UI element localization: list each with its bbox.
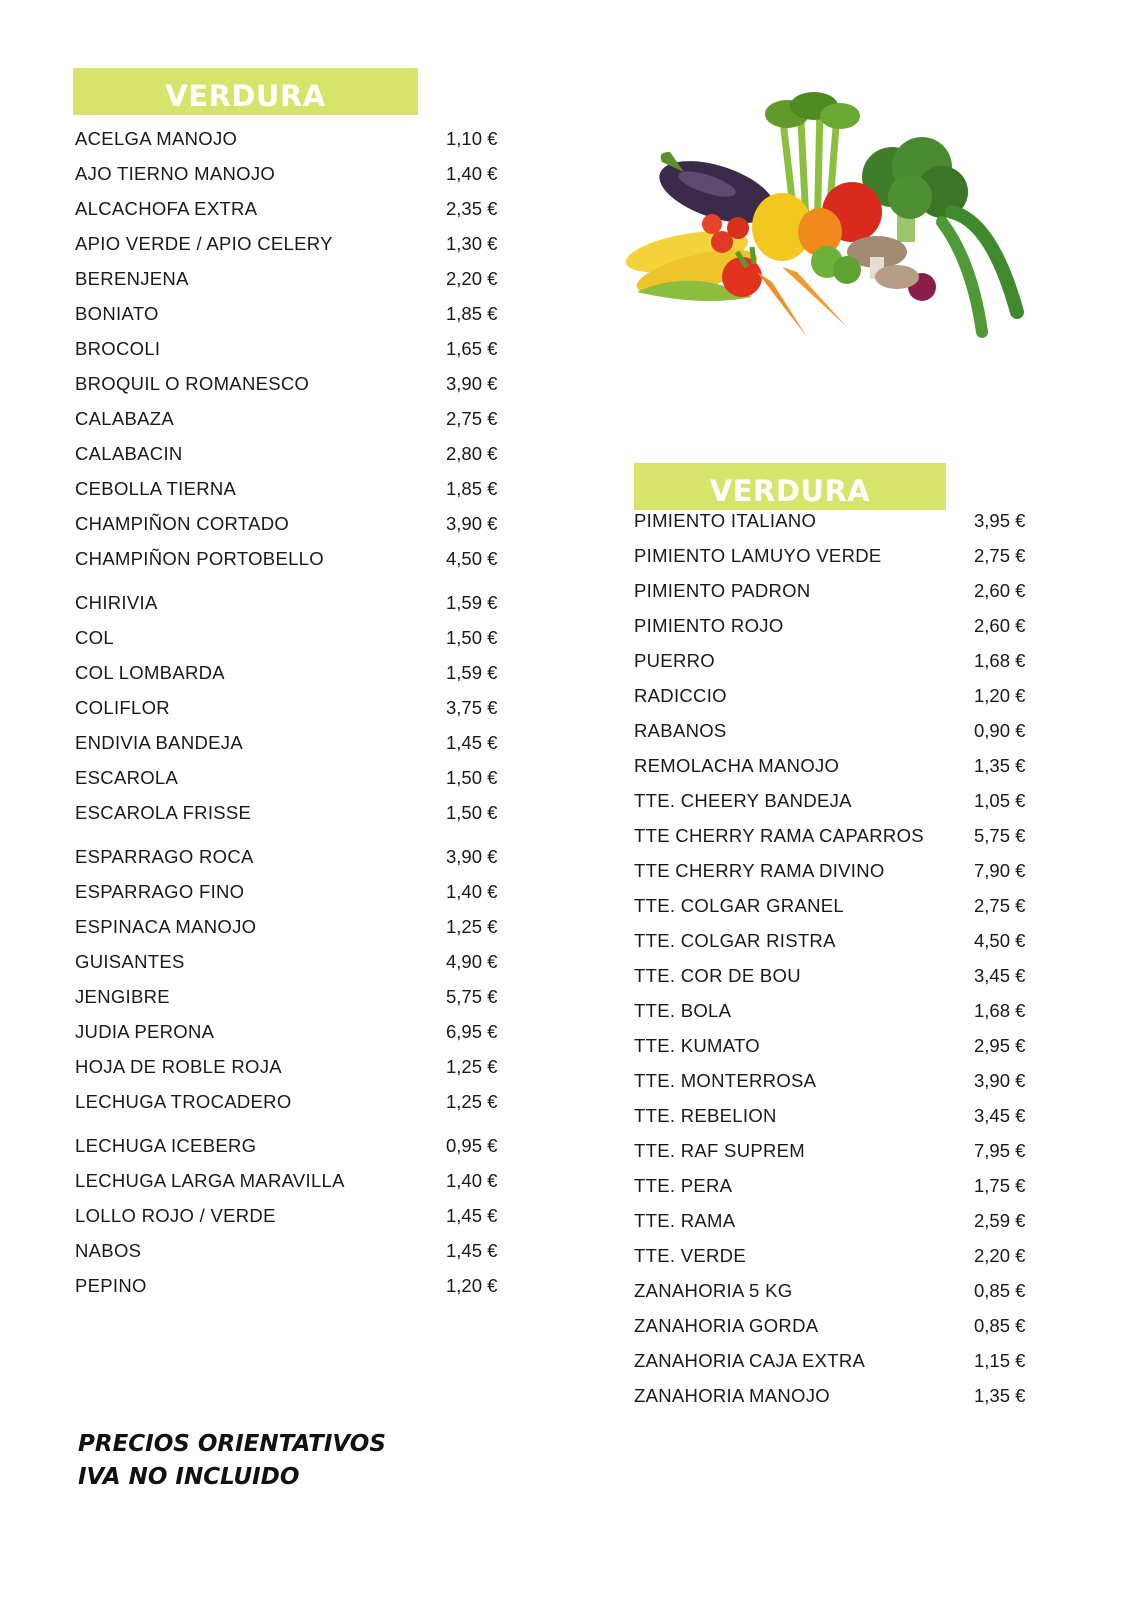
item-name: CEBOLLA TIERNA (75, 478, 237, 499)
item-name: RABANOS (634, 720, 727, 741)
price-row (75, 439, 505, 469)
item-name: LECHUGA ICEBERG (75, 1135, 257, 1156)
item-name: BROQUIL O ROMANESCO (75, 373, 310, 394)
price-row (75, 1087, 505, 1117)
item-name: TTE. KUMATO (634, 1035, 760, 1056)
price-row (75, 369, 505, 399)
item-name: CHIRIVIA (75, 592, 158, 613)
item-name: TTE. VERDE (634, 1245, 746, 1266)
item-price: 0,85 € (974, 1315, 1026, 1336)
item-price: 2,75 € (446, 408, 498, 429)
item-price: 4,50 € (974, 930, 1026, 951)
item-name: ESPINACA MANOJO (75, 916, 257, 937)
item-price: 5,75 € (446, 986, 498, 1007)
item-name: COL (75, 627, 114, 648)
price-row (75, 1166, 505, 1196)
item-price: 3,90 € (974, 1070, 1026, 1091)
price-row (75, 334, 505, 364)
item-price: 1,20 € (974, 685, 1026, 706)
item-name: TTE. BOLA (634, 1000, 732, 1021)
price-row (75, 544, 505, 574)
price-row (75, 912, 505, 942)
item-name: COLIFLOR (75, 697, 170, 718)
item-price: 2,60 € (974, 580, 1026, 601)
item-price: 3,75 € (446, 697, 498, 718)
price-row (75, 229, 505, 259)
item-name: TTE. REBELION (634, 1105, 777, 1126)
item-name: JUDIA PERONA (75, 1021, 215, 1042)
item-price: 1,25 € (446, 916, 498, 937)
price-row (634, 1381, 1034, 1411)
price-row (634, 1241, 1034, 1271)
item-price: 1,30 € (446, 233, 498, 254)
left-section-header: VERDURA (73, 68, 418, 115)
item-price: 2,60 € (974, 615, 1026, 636)
price-row (634, 751, 1034, 781)
price-row (75, 1052, 505, 1082)
item-price: 3,90 € (446, 513, 498, 534)
item-price: 2,20 € (446, 268, 498, 289)
price-row (75, 299, 505, 329)
item-price: 2,95 € (974, 1035, 1026, 1056)
item-price: 7,90 € (974, 860, 1026, 881)
price-row (634, 821, 1034, 851)
item-name: PIMIENTO PADRON (634, 580, 811, 601)
item-price: 1,45 € (446, 732, 498, 753)
item-name: TTE CHERRY RAMA CAPARROS (634, 825, 924, 846)
item-price: 1,20 € (446, 1275, 498, 1296)
price-row (634, 856, 1034, 886)
price-row (634, 961, 1034, 991)
price-row (634, 541, 1034, 571)
price-row (75, 159, 505, 189)
price-row (634, 1206, 1034, 1236)
item-name: JENGIBRE (75, 986, 170, 1007)
item-name: COL LOMBARDA (75, 662, 225, 683)
item-name: CHAMPIÑON CORTADO (75, 513, 290, 534)
item-name: CHAMPIÑON PORTOBELLO (75, 548, 324, 569)
item-price: 1,35 € (974, 1385, 1026, 1406)
item-price: 1,59 € (446, 662, 498, 683)
item-name: LECHUGA TROCADERO (75, 1091, 292, 1112)
price-row (634, 716, 1034, 746)
item-name: ACELGA MANOJO (75, 128, 238, 149)
item-price: 2,35 € (446, 198, 498, 219)
price-row (75, 982, 505, 1012)
price-row (75, 588, 505, 618)
price-row (634, 1276, 1034, 1306)
item-name: PUERRO (634, 650, 715, 671)
item-name: RADICCIO (634, 685, 727, 706)
beetroot-illustration (908, 212, 1017, 332)
price-row (75, 623, 505, 653)
price-row (75, 194, 505, 224)
price-row (634, 891, 1034, 921)
item-price: 1,50 € (446, 627, 498, 648)
item-price: 4,90 € (446, 951, 498, 972)
item-name: TTE. MONTERROSA (634, 1070, 817, 1091)
price-row (75, 947, 505, 977)
price-row (75, 842, 505, 872)
item-name: CALABACIN (75, 443, 183, 464)
item-price: 1,35 € (974, 755, 1026, 776)
item-name: TTE. CHEERY BANDEJA (634, 790, 852, 811)
right-section-header: VERDURA (634, 463, 946, 510)
item-name: NABOS (75, 1240, 142, 1261)
note-line-vat: IVA NO INCLUIDO (78, 1464, 300, 1490)
price-row (634, 996, 1034, 1026)
item-price: 2,80 € (446, 443, 498, 464)
item-price: 3,95 € (974, 510, 1026, 531)
price-row (634, 1311, 1034, 1341)
item-name: ESCAROLA (75, 767, 179, 788)
item-name: TTE. PERA (634, 1175, 733, 1196)
item-name: PIMIENTO ITALIANO (634, 510, 817, 531)
item-price: 1,05 € (974, 790, 1026, 811)
item-price: 0,95 € (446, 1135, 498, 1156)
item-price: 7,95 € (974, 1140, 1026, 1161)
item-name: GUISANTES (75, 951, 185, 972)
item-name: TTE. COR DE BOU (634, 965, 801, 986)
item-name: ESPARRAGO FINO (75, 881, 245, 902)
price-row (634, 611, 1034, 641)
item-price: 2,20 € (974, 1245, 1026, 1266)
item-price: 1,68 € (974, 650, 1026, 671)
item-price: 3,45 € (974, 965, 1026, 986)
item-price: 1,25 € (446, 1091, 498, 1112)
price-row (75, 763, 505, 793)
item-price: 0,85 € (974, 1280, 1026, 1301)
item-price: 1,68 € (974, 1000, 1026, 1021)
note-line-orientative: PRECIOS ORIENTATIVOS (78, 1431, 386, 1457)
item-price: 1,40 € (446, 163, 498, 184)
item-price: 1,50 € (446, 767, 498, 788)
item-name: REMOLACHA MANOJO (634, 755, 840, 776)
item-price: 1,15 € (974, 1350, 1026, 1371)
price-row (75, 693, 505, 723)
price-row (75, 1131, 505, 1161)
item-name: AJO TIERNO MANOJO (75, 163, 276, 184)
item-name: CALABAZA (75, 408, 175, 429)
price-row (634, 1066, 1034, 1096)
item-price: 3,45 € (974, 1105, 1026, 1126)
price-row (75, 509, 505, 539)
vegetables-illustration (622, 92, 1042, 362)
price-row (634, 681, 1034, 711)
price-row (75, 798, 505, 828)
item-name: ZANAHORIA 5 KG (634, 1280, 793, 1301)
price-row (634, 576, 1034, 606)
item-price: 1,25 € (446, 1056, 498, 1077)
item-name: ZANAHORIA MANOJO (634, 1385, 830, 1406)
price-row (634, 1136, 1034, 1166)
item-price: 4,50 € (446, 548, 498, 569)
price-row (634, 1031, 1034, 1061)
item-price: 1,45 € (446, 1205, 498, 1226)
item-name: PEPINO (75, 1275, 147, 1296)
item-price: 3,90 € (446, 846, 498, 867)
item-price: 1,40 € (446, 881, 498, 902)
item-price: 6,95 € (446, 1021, 498, 1042)
item-name: ALCACHOFA EXTRA (75, 198, 258, 219)
item-price: 2,75 € (974, 545, 1026, 566)
item-name: APIO VERDE / APIO CELERY (75, 233, 333, 254)
item-name: HOJA DE ROBLE ROJA (75, 1056, 282, 1077)
price-row (75, 728, 505, 758)
item-price: 1,10 € (446, 128, 498, 149)
item-price: 2,75 € (974, 895, 1026, 916)
item-price: 1,75 € (974, 1175, 1026, 1196)
price-row (634, 926, 1034, 956)
item-name: ESCAROLA FRISSE (75, 802, 252, 823)
item-price: 1,65 € (446, 338, 498, 359)
price-row (75, 124, 505, 154)
item-name: TTE. COLGAR RISTRA (634, 930, 836, 951)
item-name: PIMIENTO ROJO (634, 615, 784, 636)
item-price: 1,85 € (446, 303, 498, 324)
item-name: BROCOLI (75, 338, 161, 359)
item-price: 1,59 € (446, 592, 498, 613)
price-row (75, 474, 505, 504)
item-name: PIMIENTO LAMUYO VERDE (634, 545, 882, 566)
price-row (75, 1201, 505, 1231)
price-row (75, 877, 505, 907)
item-name: BERENJENA (75, 268, 189, 289)
item-price: 1,40 € (446, 1170, 498, 1191)
item-price: 5,75 € (974, 825, 1026, 846)
item-price: 1,45 € (446, 1240, 498, 1261)
price-row (634, 646, 1034, 676)
item-name: TTE. RAF SUPREM (634, 1140, 806, 1161)
price-row (75, 1017, 505, 1047)
price-row (75, 658, 505, 688)
item-name: BONIATO (75, 303, 159, 324)
item-name: TTE. RAMA (634, 1210, 736, 1231)
price-row (634, 506, 1034, 536)
item-name: TTE CHERRY RAMA DIVINO (634, 860, 885, 881)
price-row (75, 404, 505, 434)
item-price: 0,90 € (974, 720, 1026, 741)
item-price: 1,50 € (446, 802, 498, 823)
price-row (75, 1271, 505, 1301)
item-price: 2,59 € (974, 1210, 1026, 1231)
item-name: LECHUGA LARGA MARAVILLA (75, 1170, 345, 1191)
price-row (634, 1171, 1034, 1201)
item-name: ENDIVIA BANDEJA (75, 732, 243, 753)
price-row (75, 264, 505, 294)
price-row (634, 1101, 1034, 1131)
item-name: ZANAHORIA GORDA (634, 1315, 819, 1336)
price-row (634, 786, 1034, 816)
item-price: 1,85 € (446, 478, 498, 499)
item-name: ESPARRAGO ROCA (75, 846, 254, 867)
item-name: LOLLO ROJO / VERDE (75, 1205, 276, 1226)
item-name: TTE. COLGAR GRANEL (634, 895, 844, 916)
item-price: 3,90 € (446, 373, 498, 394)
price-note (78, 1428, 386, 1494)
price-row (75, 1236, 505, 1266)
item-name: ZANAHORIA CAJA EXTRA (634, 1350, 866, 1371)
price-row (634, 1346, 1034, 1376)
